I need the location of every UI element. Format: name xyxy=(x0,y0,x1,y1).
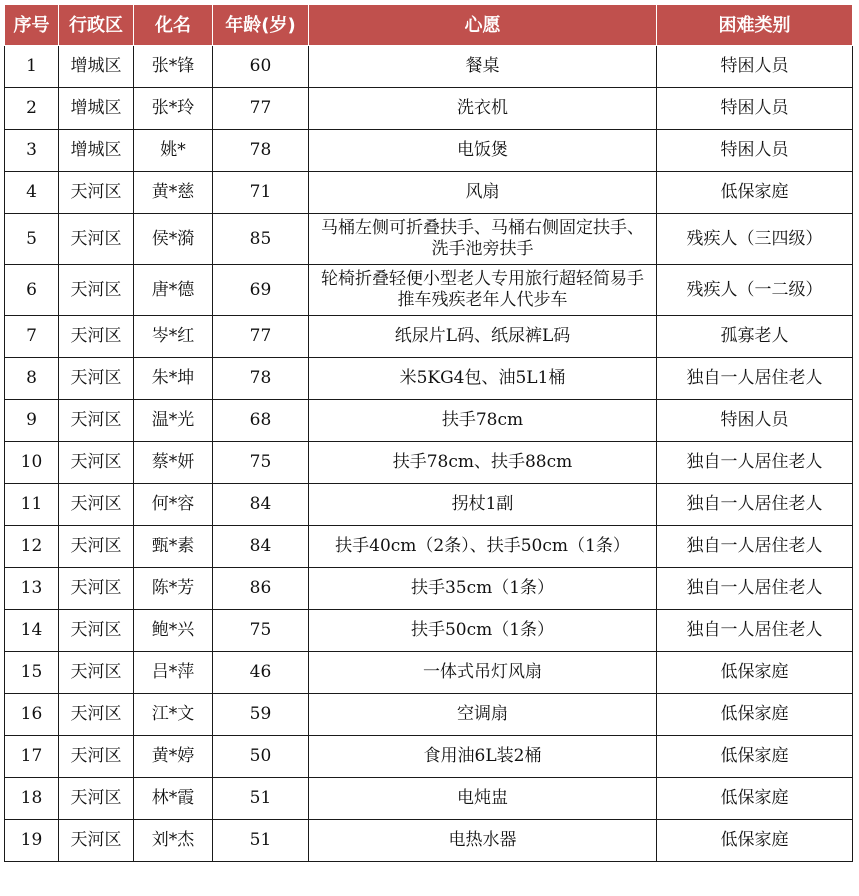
cell-age: 60 xyxy=(213,46,309,88)
cell-wish: 轮椅折叠轻便小型老人专用旅行超轻简易手推车残疾老年人代步车 xyxy=(309,265,657,316)
table-row xyxy=(5,358,853,400)
cell-alias: 黄*慈 xyxy=(134,172,213,214)
cell-hardship-category: 低保家庭 xyxy=(657,820,853,862)
cell-district: 天河区 xyxy=(59,652,134,694)
cell-wish: 电炖盅 xyxy=(309,778,657,820)
cell-hardship-category: 残疾人（三四级） xyxy=(657,214,853,265)
cell-district: 天河区 xyxy=(59,358,134,400)
cell-hardship-category: 低保家庭 xyxy=(657,172,853,214)
cell-alias: 唐*德 xyxy=(134,265,213,316)
cell-serial-number: 18 xyxy=(5,778,59,820)
cell-hardship-category: 独自一人居住老人 xyxy=(657,442,853,484)
header-serial-number: 序号 xyxy=(5,5,59,46)
cell-hardship-category: 残疾人（一二级） xyxy=(657,265,853,316)
cell-district: 天河区 xyxy=(59,484,134,526)
cell-hardship-category: 独自一人居住老人 xyxy=(657,568,853,610)
cell-district: 天河区 xyxy=(59,820,134,862)
cell-age: 50 xyxy=(213,736,309,778)
table-row xyxy=(5,46,853,88)
cell-age: 77 xyxy=(213,88,309,130)
cell-age: 59 xyxy=(213,694,309,736)
cell-district: 增城区 xyxy=(59,88,134,130)
cell-wish: 一体式吊灯风扇 xyxy=(309,652,657,694)
header-wish: 心愿 xyxy=(309,5,657,46)
cell-wish: 电饭煲 xyxy=(309,130,657,172)
cell-serial-number: 5 xyxy=(5,214,59,265)
table-row xyxy=(5,214,853,265)
cell-age: 69 xyxy=(213,265,309,316)
cell-hardship-category: 低保家庭 xyxy=(657,778,853,820)
cell-age: 51 xyxy=(213,820,309,862)
cell-hardship-category: 特困人员 xyxy=(657,400,853,442)
header-alias: 化名 xyxy=(134,5,213,46)
cell-wish: 洗衣机 xyxy=(309,88,657,130)
cell-district: 天河区 xyxy=(59,526,134,568)
table-row xyxy=(5,484,853,526)
table-body xyxy=(5,46,853,862)
cell-alias: 岑*红 xyxy=(134,316,213,358)
cell-wish: 纸尿片L码、纸尿裤L码 xyxy=(309,316,657,358)
cell-serial-number: 19 xyxy=(5,820,59,862)
cell-alias: 黄*婷 xyxy=(134,736,213,778)
cell-hardship-category: 特困人员 xyxy=(657,88,853,130)
header-age: 年龄(岁) xyxy=(213,5,309,46)
cell-district: 天河区 xyxy=(59,172,134,214)
cell-age: 75 xyxy=(213,610,309,652)
cell-alias: 张*玲 xyxy=(134,88,213,130)
table-row xyxy=(5,694,853,736)
cell-alias: 温*光 xyxy=(134,400,213,442)
cell-district: 天河区 xyxy=(59,568,134,610)
cell-hardship-category: 独自一人居住老人 xyxy=(657,526,853,568)
cell-district: 天河区 xyxy=(59,316,134,358)
cell-serial-number: 17 xyxy=(5,736,59,778)
table-row xyxy=(5,568,853,610)
cell-wish: 食用油6L装2桶 xyxy=(309,736,657,778)
cell-district: 天河区 xyxy=(59,214,134,265)
cell-hardship-category: 独自一人居住老人 xyxy=(657,484,853,526)
cell-district: 天河区 xyxy=(59,736,134,778)
cell-hardship-category: 低保家庭 xyxy=(657,652,853,694)
table-header xyxy=(5,5,853,46)
cell-serial-number: 11 xyxy=(5,484,59,526)
cell-wish: 风扇 xyxy=(309,172,657,214)
cell-age: 75 xyxy=(213,442,309,484)
cell-serial-number: 3 xyxy=(5,130,59,172)
cell-serial-number: 16 xyxy=(5,694,59,736)
cell-serial-number: 13 xyxy=(5,568,59,610)
cell-serial-number: 12 xyxy=(5,526,59,568)
cell-wish: 餐桌 xyxy=(309,46,657,88)
cell-wish: 扶手40cm（2条）、扶手50cm（1条） xyxy=(309,526,657,568)
cell-alias: 蔡*妍 xyxy=(134,442,213,484)
cell-serial-number: 4 xyxy=(5,172,59,214)
cell-alias: 陈*芳 xyxy=(134,568,213,610)
cell-age: 78 xyxy=(213,130,309,172)
cell-age: 86 xyxy=(213,568,309,610)
cell-age: 77 xyxy=(213,316,309,358)
header-hardship-category: 困难类别 xyxy=(657,5,853,46)
cell-hardship-category: 特困人员 xyxy=(657,46,853,88)
cell-serial-number: 8 xyxy=(5,358,59,400)
cell-alias: 张*锋 xyxy=(134,46,213,88)
cell-age: 68 xyxy=(213,400,309,442)
table-row xyxy=(5,400,853,442)
table-row xyxy=(5,610,853,652)
cell-district: 增城区 xyxy=(59,46,134,88)
cell-alias: 刘*杰 xyxy=(134,820,213,862)
cell-age: 84 xyxy=(213,484,309,526)
header-row xyxy=(5,5,853,46)
cell-age: 85 xyxy=(213,214,309,265)
cell-age: 84 xyxy=(213,526,309,568)
table-row xyxy=(5,316,853,358)
table-row xyxy=(5,526,853,568)
cell-serial-number: 9 xyxy=(5,400,59,442)
cell-age: 78 xyxy=(213,358,309,400)
cell-alias: 江*文 xyxy=(134,694,213,736)
cell-alias: 吕*萍 xyxy=(134,652,213,694)
cell-age: 46 xyxy=(213,652,309,694)
cell-wish: 扶手50cm（1条） xyxy=(309,610,657,652)
table-row xyxy=(5,172,853,214)
cell-wish: 米5KG4包、油5L1桶 xyxy=(309,358,657,400)
cell-district: 天河区 xyxy=(59,400,134,442)
table-row xyxy=(5,88,853,130)
cell-hardship-category: 孤寡老人 xyxy=(657,316,853,358)
cell-serial-number: 2 xyxy=(5,88,59,130)
table-row xyxy=(5,778,853,820)
cell-age: 71 xyxy=(213,172,309,214)
table-row xyxy=(5,130,853,172)
cell-alias: 朱*坤 xyxy=(134,358,213,400)
cell-district: 天河区 xyxy=(59,265,134,316)
cell-district: 天河区 xyxy=(59,610,134,652)
cell-wish: 马桶左侧可折叠扶手、马桶右侧固定扶手、洗手池旁扶手 xyxy=(309,214,657,265)
cell-hardship-category: 特困人员 xyxy=(657,130,853,172)
cell-district: 天河区 xyxy=(59,778,134,820)
table-row xyxy=(5,442,853,484)
cell-serial-number: 6 xyxy=(5,265,59,316)
cell-district: 天河区 xyxy=(59,694,134,736)
wish-list-table xyxy=(4,4,853,862)
cell-wish: 扶手78cm、扶手88cm xyxy=(309,442,657,484)
cell-wish: 空调扇 xyxy=(309,694,657,736)
cell-district: 增城区 xyxy=(59,130,134,172)
cell-wish: 电热水器 xyxy=(309,820,657,862)
table-row xyxy=(5,265,853,316)
cell-hardship-category: 独自一人居住老人 xyxy=(657,358,853,400)
cell-alias: 林*霞 xyxy=(134,778,213,820)
cell-hardship-category: 低保家庭 xyxy=(657,736,853,778)
header-district: 行政区 xyxy=(59,5,134,46)
cell-alias: 姚* xyxy=(134,130,213,172)
cell-alias: 何*容 xyxy=(134,484,213,526)
cell-serial-number: 14 xyxy=(5,610,59,652)
table-row xyxy=(5,652,853,694)
cell-serial-number: 10 xyxy=(5,442,59,484)
cell-hardship-category: 独自一人居住老人 xyxy=(657,610,853,652)
cell-alias: 侯*漪 xyxy=(134,214,213,265)
cell-alias: 甄*素 xyxy=(134,526,213,568)
cell-age: 51 xyxy=(213,778,309,820)
table-row xyxy=(5,820,853,862)
cell-serial-number: 7 xyxy=(5,316,59,358)
cell-wish: 扶手35cm（1条） xyxy=(309,568,657,610)
cell-district: 天河区 xyxy=(59,442,134,484)
cell-wish: 扶手78cm xyxy=(309,400,657,442)
cell-alias: 鲍*兴 xyxy=(134,610,213,652)
cell-serial-number: 15 xyxy=(5,652,59,694)
cell-serial-number: 1 xyxy=(5,46,59,88)
table-row xyxy=(5,736,853,778)
cell-hardship-category: 低保家庭 xyxy=(657,694,853,736)
cell-wish: 拐杖1副 xyxy=(309,484,657,526)
